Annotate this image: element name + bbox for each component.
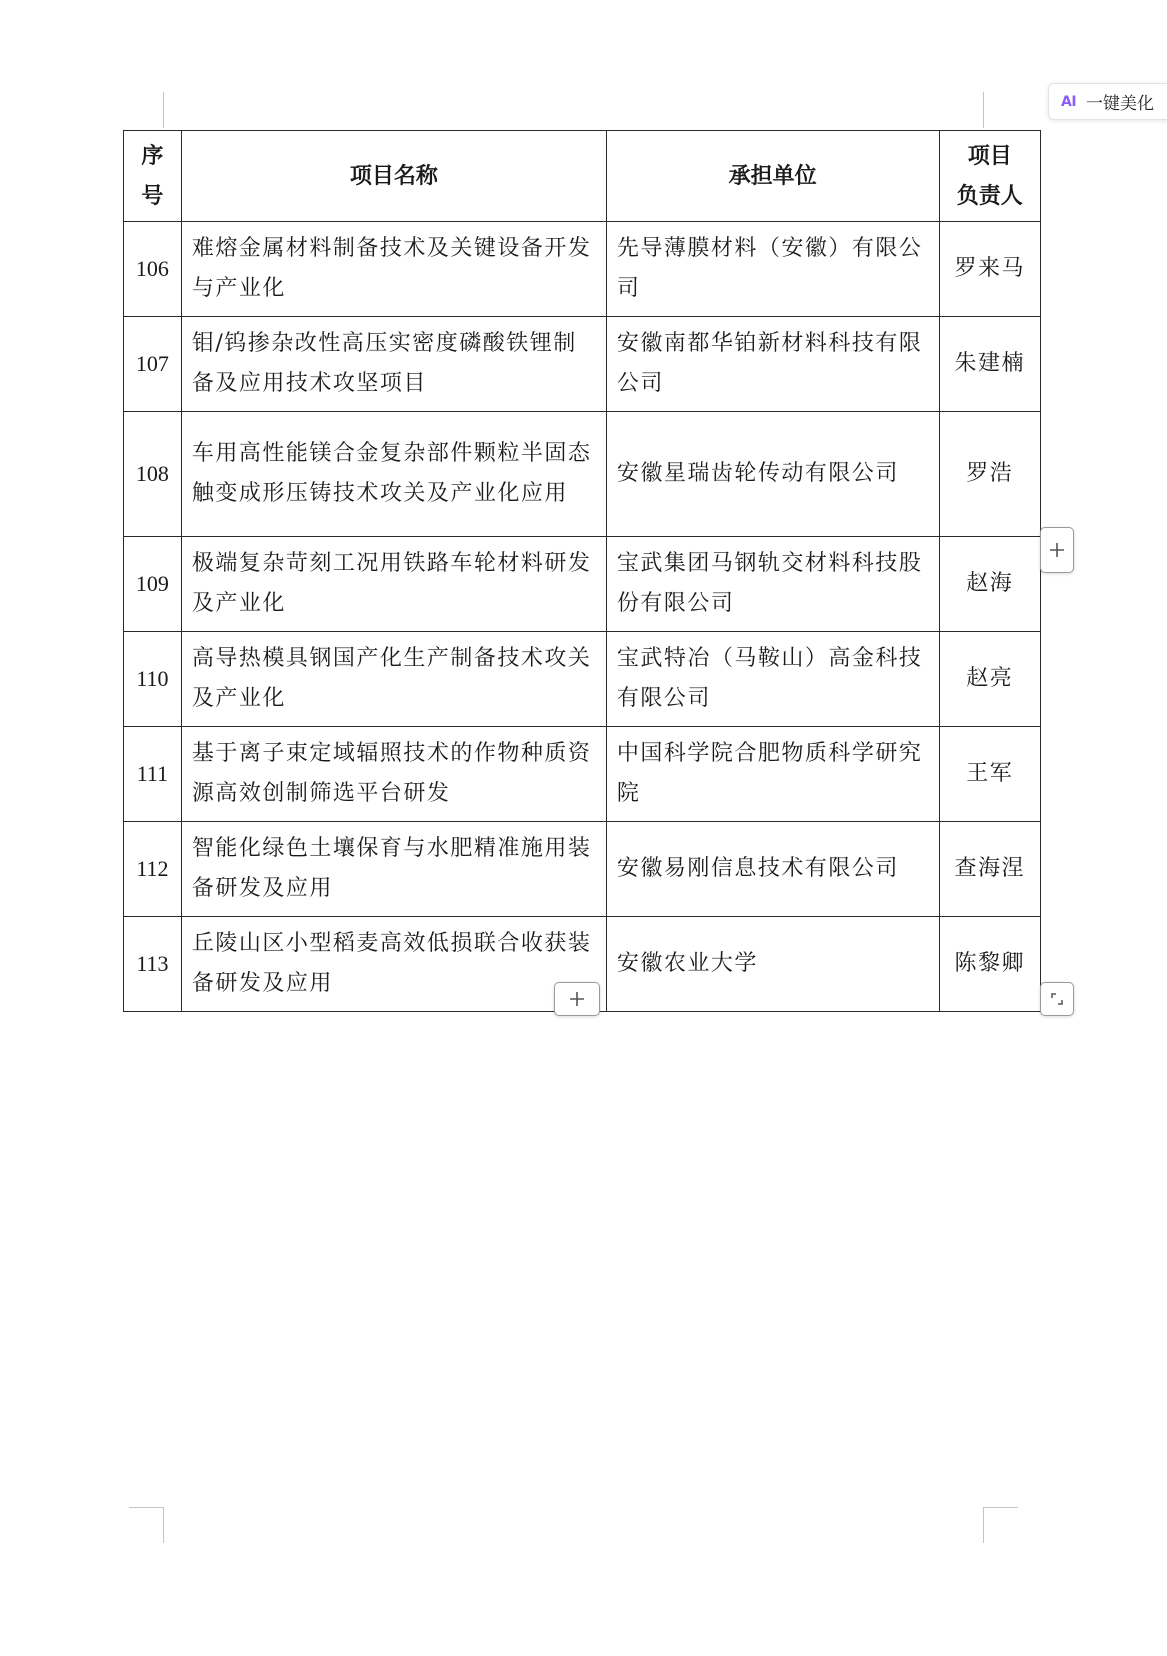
- plus-icon: [568, 990, 586, 1008]
- cell-no: 108: [124, 412, 182, 537]
- header-person: [939, 131, 1040, 222]
- cell-project-name: 车用高性能镁合金复杂部件颗粒半固态触变成形压铸技术攻关及产业化应用: [181, 412, 606, 537]
- cell-project-name: 钼/钨掺杂改性高压实密度磷酸铁锂制备及应用技术攻坚项目: [181, 317, 606, 412]
- ai-beautify-button[interactable]: [1048, 83, 1167, 120]
- table-row: [124, 412, 1041, 537]
- cell-project-name: 基于离子束定域辐照技术的作物种质资源高效创制筛选平台研发: [181, 727, 606, 822]
- cell-no: 113: [124, 917, 182, 1012]
- table-row: [124, 317, 1041, 412]
- resize-corner-icon: [1049, 991, 1065, 1007]
- cell-no: 112: [124, 822, 182, 917]
- header-unit: 承担单位: [606, 131, 939, 222]
- cell-person: 王军: [939, 727, 1040, 822]
- cell-project-name: 丘陵山区小型稻麦高效低损联合收获装备研发及应用: [181, 917, 606, 1012]
- cell-person: 朱建楠: [939, 317, 1040, 412]
- cell-person: 罗来马: [939, 222, 1040, 317]
- cell-unit: 安徽星瑞齿轮传动有限公司: [606, 412, 939, 537]
- cell-no: 106: [124, 222, 182, 317]
- header-name: 项目名称: [181, 131, 606, 222]
- cell-no: 111: [124, 727, 182, 822]
- plus-icon: [1048, 541, 1066, 559]
- cell-project-name: 智能化绿色土壤保育与水肥精准施用装备研发及应用: [181, 822, 606, 917]
- cell-project-name: 难熔金属材料制备技术及关键设备开发与产业化: [181, 222, 606, 317]
- header-no-label: 序 号: [141, 143, 164, 209]
- project-table: [123, 130, 1041, 1012]
- table-row: [124, 632, 1041, 727]
- cell-unit: 安徽农业大学: [606, 917, 939, 1012]
- table-row: [124, 537, 1041, 632]
- cell-unit: 先导薄膜材料（安徽）有限公司: [606, 222, 939, 317]
- cell-project-name: 高导热模具钢国产化生产制备技术攻关及产业化: [181, 632, 606, 727]
- ai-beautify-label: 一键美化: [1086, 94, 1155, 114]
- cell-person: 罗浩: [939, 412, 1040, 537]
- header-person-label: 项目 负责人: [956, 143, 1023, 209]
- cell-no: 109: [124, 537, 182, 632]
- cell-unit: 中国科学院合肥物质科学研究院: [606, 727, 939, 822]
- cell-project-name: 极端复杂苛刻工况用铁路车轮材料研发及产业化: [181, 537, 606, 632]
- header-no: [124, 131, 182, 222]
- table-row: [124, 727, 1041, 822]
- resize-table-handle[interactable]: [1040, 982, 1074, 1016]
- cell-person: 查海涅: [939, 822, 1040, 917]
- cell-unit: 安徽南都华铂新材料科技有限公司: [606, 317, 939, 412]
- table-row: [124, 222, 1041, 317]
- cell-no: 107: [124, 317, 182, 412]
- ai-icon: AI: [1061, 93, 1077, 110]
- cell-unit: 安徽易刚信息技术有限公司: [606, 822, 939, 917]
- table-header-row: [124, 131, 1041, 222]
- table-row: [124, 822, 1041, 917]
- cell-person: 赵亮: [939, 632, 1040, 727]
- cell-person: 赵海: [939, 537, 1040, 632]
- add-row-button[interactable]: [554, 982, 600, 1016]
- add-column-button[interactable]: [1040, 527, 1074, 573]
- cell-unit: 宝武特冶（马鞍山）高金科技有限公司: [606, 632, 939, 727]
- cell-person: 陈黎卿: [939, 917, 1040, 1012]
- cell-unit: 宝武集团马钢轨交材料科技股份有限公司: [606, 537, 939, 632]
- cell-no: 110: [124, 632, 182, 727]
